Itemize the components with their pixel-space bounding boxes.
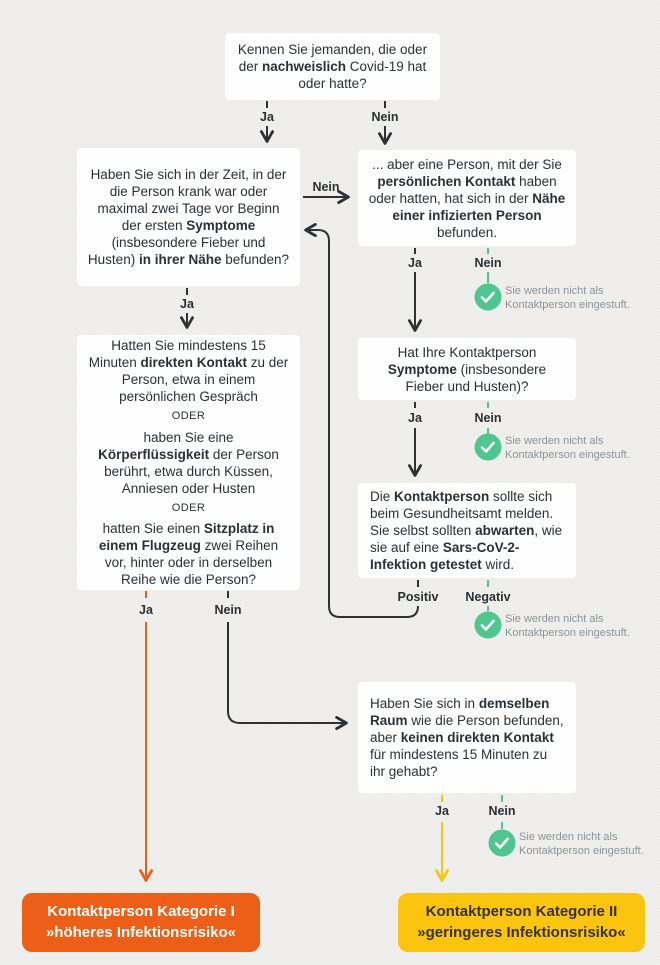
connector-kontakt15-nein bbox=[228, 591, 345, 723]
label-kontakt15-nein: Nein bbox=[214, 603, 242, 617]
label-raum-nein: Nein bbox=[488, 804, 516, 818]
label-symptome-ja: Ja bbox=[408, 411, 422, 425]
label-naehe-ja: Ja bbox=[180, 297, 194, 311]
node-gesundheitsamt-info: Die Kontaktperson sollte sich beim Gesundheitsamt melden. Sie selbst sollten abwarten, wie sie auf eine Sars-CoV-2-Infektion getestet wird. bbox=[358, 483, 576, 578]
not-classified-note: Sie werden nicht als Kontaktperson eingestuft. bbox=[505, 613, 630, 639]
not-classified-note: Sie werden nicht als Kontaktperson eingestuft. bbox=[505, 285, 630, 311]
label-start-ja: Ja bbox=[260, 110, 274, 124]
label-aber-nein: Nein bbox=[474, 256, 502, 270]
label-naehe-nein: Nein bbox=[312, 180, 340, 194]
node-symptome-question: Hat Ihre Kontaktperson Symptome (insbesondere Fieber und Husten)? bbox=[358, 338, 576, 400]
label-start-nein: Nein bbox=[371, 110, 399, 124]
result-kategorie-1 bbox=[22, 893, 260, 952]
check-icon bbox=[475, 612, 502, 639]
result-kategorie-2 bbox=[398, 893, 645, 952]
node-kontakt15-question: Hatten Sie mindestens 15 Minuten direkten Kontakt zu der Person, etwa in einem persönlichen Gespräch ODER haben Sie eine Körperflüssigkeit der Person berührt, etwa durch Küssen, Anniesen oder Husten ODER hatten Sie einen Sitzplatz in einem Flugzeug zwei Reihen vor, hinter oder in derselben Reihe wie die Person? bbox=[77, 335, 300, 590]
check-icon bbox=[475, 434, 502, 461]
check-icon bbox=[489, 830, 516, 857]
label-raum-ja: Ja bbox=[435, 804, 449, 818]
node-raum-question: Haben Sie sich in demselben Raum wie die Person befunden, aber keinen direkten Kontakt für mindestens 15 Minuten zu ihr gehabt? bbox=[358, 682, 576, 793]
label-negativ: Negativ bbox=[465, 590, 511, 604]
not-classified-note: Sie werden nicht als Kontaktperson eingestuft. bbox=[519, 831, 644, 857]
node-start-question: Kennen Sie jemanden, die oder der nachweislich Covid-19 hat oder hatte? bbox=[225, 33, 440, 100]
check-icon bbox=[475, 284, 502, 311]
label-positiv: Positiv bbox=[397, 590, 439, 604]
result-kategorie-2-subtitle: »geringeres Infektionsrisiko« bbox=[417, 923, 626, 941]
result-kategorie-1-title: Kontaktperson Kategorie I bbox=[47, 903, 235, 921]
result-kategorie-2-title: Kontaktperson Kategorie II bbox=[425, 903, 618, 921]
label-kontakt15-ja: Ja bbox=[139, 603, 153, 617]
node-naehe-question: Haben Sie sich in der Zeit, in der die Person krank war oder maximal zwei Tage vor Beginn der ersten Symptome (insbesondere Fieber und Husten) in ihrer Nähe befunden? bbox=[77, 148, 300, 286]
label-aber-ja: Ja bbox=[408, 256, 422, 270]
label-symptome-nein: Nein bbox=[474, 411, 502, 425]
node-aber-statement: ... aber eine Person, mit der Sie persönlichen Kontakt haben oder hatten, hat sich in der Nähe einer infizierten Person befunden. bbox=[358, 150, 576, 246]
not-classified-note: Sie werden nicht als Kontaktperson eingestuft. bbox=[505, 435, 630, 461]
result-kategorie-1-subtitle: »höheres Infektionsrisiko« bbox=[45, 923, 237, 941]
